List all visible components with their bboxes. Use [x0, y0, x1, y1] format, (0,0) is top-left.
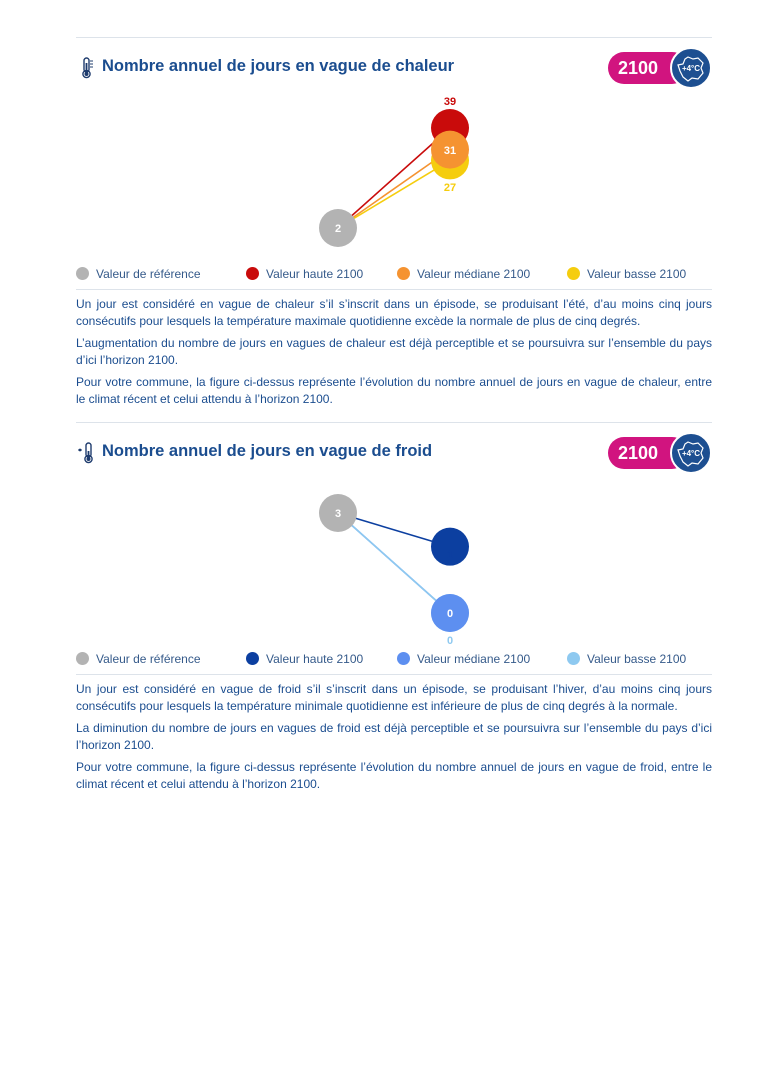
legend-separator [76, 289, 712, 290]
legend-label: Valeur basse 2100 [587, 652, 687, 666]
cold-wave-chart [76, 487, 712, 647]
france-map-badge [670, 432, 712, 474]
france-map-badge [670, 47, 712, 89]
connector-line-low [338, 513, 450, 613]
legend-label: Valeur basse 2100 [587, 267, 687, 281]
legend-dot [397, 652, 410, 665]
commune-paragraph: Pour votre commune, la figure ci-dessus représente l’évolution du nombre annuel de jours en vague de froid, entre le climat récent et celui attendu à l’horizon 2100. [76, 760, 712, 791]
section-title: Nombre annuel de jours en vague de froid [102, 442, 433, 460]
label-reference: 2 [334, 223, 342, 235]
section-separator [76, 37, 712, 38]
legend-label: Valeur médiane 2100 [417, 267, 531, 281]
section-title: Nombre annuel de jours en vague de chaleur [102, 57, 455, 75]
heat-wave-chart [76, 92, 712, 250]
definition-paragraph: Un jour est considéré en vague de chaleur s’il s’inscrit dans un épisode, se produisant l’été, d’au moins cinq jours consécutifs pour lesquels la température maximale quotidienne excède la normale de plus de cinq degrés. [76, 297, 712, 328]
horizon-badge [608, 432, 712, 474]
badge-year: 2100 [618, 443, 659, 463]
heat-wave-section [76, 47, 712, 417]
badge-year: 2100 [618, 58, 659, 78]
legend-label: Valeur haute 2100 [266, 267, 364, 281]
legend-dot [76, 652, 89, 665]
cold-wave-header [76, 432, 712, 472]
connector-line-low [338, 160, 450, 228]
legend-dot [76, 267, 89, 280]
label-median: 0 [446, 608, 454, 620]
badge-temperature: +4°C [681, 64, 701, 73]
heat-wave-header [76, 47, 712, 87]
label-low: 27 [443, 182, 457, 194]
legend-label: Valeur haute 2100 [266, 652, 364, 666]
horizon-badge [608, 47, 712, 89]
chart-legend [76, 649, 712, 669]
legend-dot [567, 652, 580, 665]
badge-temperature: +4°C [681, 449, 701, 458]
cold-thermometer-icon [76, 442, 94, 464]
label-high: 39 [443, 96, 457, 108]
legend-dot [246, 652, 259, 665]
legend-dot [246, 267, 259, 280]
label-high: 1 [446, 549, 454, 561]
label-reference: 3 [334, 508, 342, 520]
thermometer-icon [80, 57, 94, 79]
commune-paragraph: Pour votre commune, la figure ci-dessus représente l’évolution du nombre annuel de jours en vague de chaleur, entre le climat récent et celui attendu à l’horizon 2100. [76, 375, 712, 406]
trend-paragraph: La diminution du nombre de jours en vagues de froid est déjà perceptible et se poursuivra sur l’ensemble du pays d’ici l’horizon 2100. [76, 721, 712, 752]
legend-separator [76, 674, 712, 675]
legend-dot [397, 267, 410, 280]
label-low: 0 [446, 635, 454, 647]
legend-label: Valeur de référence [96, 267, 201, 281]
definition-paragraph: Un jour est considéré en vague de froid s’il s’inscrit dans un épisode, se produisant l’hiver, d’au moins cinq jours consécutifs pour lesquels la température minimale quotidienne est inférieure de plus de cinq degrés à la normale. [76, 682, 712, 713]
legend-label: Valeur médiane 2100 [417, 652, 531, 666]
section-separator [76, 422, 712, 423]
trend-paragraph: L’augmentation du nombre de jours en vagues de chaleur est déjà perceptible et se poursuivra sur l’ensemble du pays d’ici l’horizon 2100. [76, 336, 712, 367]
cold-wave-section [76, 432, 712, 802]
label-median: 31 [443, 145, 457, 157]
legend-label: Valeur de référence [96, 652, 201, 666]
legend-dot [567, 267, 580, 280]
chart-legend [76, 264, 712, 284]
